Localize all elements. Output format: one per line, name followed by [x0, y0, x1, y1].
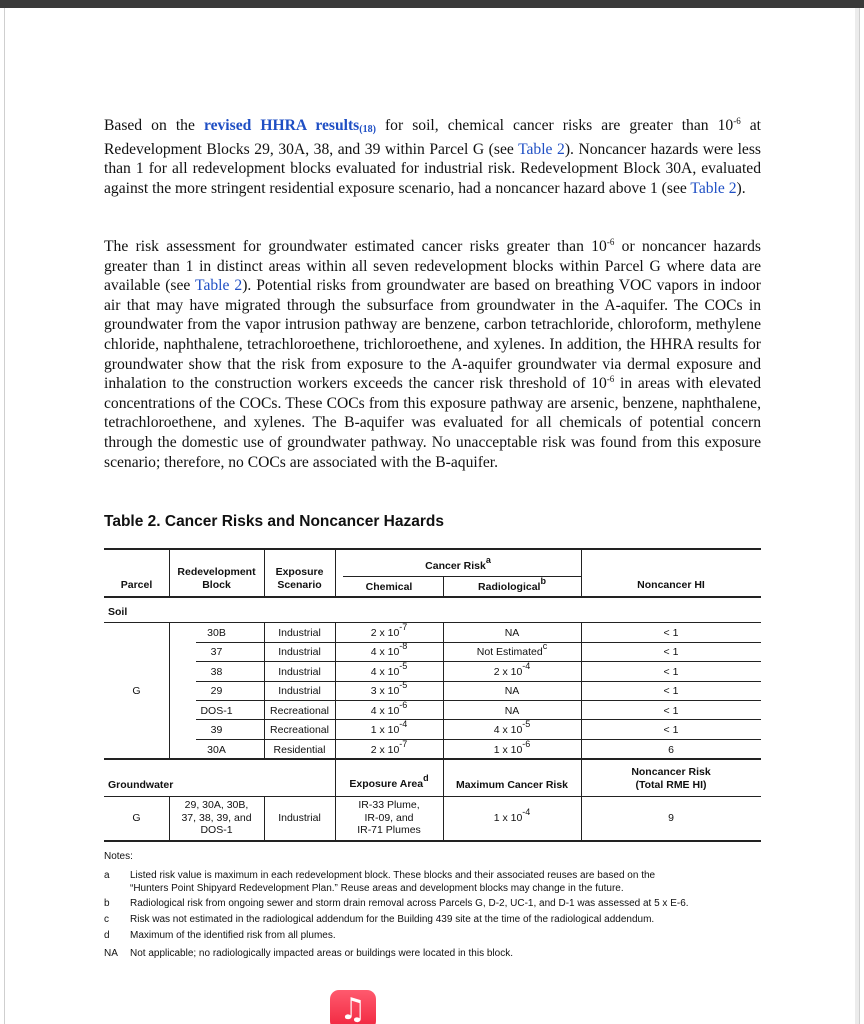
groundwater-section-label: Groundwater	[108, 779, 174, 791]
soil-block	[169, 744, 264, 757]
cell-value: 37	[210, 646, 223, 658]
cell-value: Recreational	[270, 705, 329, 717]
soil-radiological-risk	[443, 641, 581, 659]
cell-value: 4 x 10	[370, 666, 400, 678]
note-item	[104, 948, 764, 960]
table-rule	[104, 622, 761, 623]
table-rule	[196, 739, 761, 740]
exponent: -6	[606, 374, 615, 385]
cell-line: IR-09, and	[364, 811, 414, 824]
soil-chemical-risk	[335, 700, 443, 718]
cell-value: 29	[210, 685, 223, 697]
soil-noncancer-hi	[581, 724, 761, 737]
header-exposure-area	[335, 773, 443, 791]
cell-line: IR-71 Plumes	[357, 824, 421, 836]
soil-block	[169, 627, 264, 640]
soil-section-label: Soil	[108, 606, 128, 618]
exponent: -7	[399, 739, 408, 749]
cell-value: Industrial	[278, 627, 321, 639]
cell-value: 1 x 10	[370, 724, 400, 736]
soil-chemical-risk	[335, 661, 443, 679]
soil-scenario	[264, 666, 335, 679]
music-note-icon[interactable]: ♫	[330, 990, 376, 1024]
header-noncancer-risk	[581, 766, 761, 791]
cell-value: 30A	[207, 744, 226, 756]
header-chemical: Chemical	[365, 581, 413, 593]
soil-noncancer-hi	[581, 646, 761, 659]
cell-line: IR-33 Plume,	[358, 799, 420, 811]
soil-radiological-risk	[443, 705, 581, 718]
cell-value: 2 x 10	[370, 744, 400, 756]
exponent: -6	[522, 739, 531, 749]
soil-noncancer-hi	[581, 627, 761, 640]
table-rule	[196, 642, 761, 643]
gw-blocks	[169, 799, 264, 837]
header-line: Exposure	[275, 566, 324, 578]
cell-value: 1 x 10	[493, 744, 523, 756]
note-text: Risk was not estimated in the radiological addendum for the Building 439 site at the time of the radiological addendum.	[130, 914, 655, 925]
exponent: -4	[399, 719, 408, 729]
table-rule	[104, 596, 761, 598]
cell-value: < 1	[663, 646, 679, 658]
header-scenario	[264, 566, 335, 591]
soil-scenario	[264, 685, 335, 698]
cell-value: < 1	[663, 685, 679, 697]
cell-value: NA	[504, 705, 520, 717]
table-rule	[196, 719, 761, 720]
cell-value: NA	[504, 685, 520, 697]
cell-value: NA	[504, 627, 520, 639]
note-key: b	[104, 898, 110, 909]
header-parcel: Parcel	[120, 579, 153, 591]
cell-value: 4 x 10	[493, 724, 523, 736]
value: 1 x 10	[493, 812, 523, 824]
header-text: Cancer Risk	[425, 560, 486, 572]
table-rule	[104, 840, 761, 842]
cell-value: Industrial	[278, 685, 321, 697]
header-line: (Total RME HI)	[635, 778, 707, 791]
table-rule	[196, 681, 761, 682]
cell-value: Recreational	[270, 724, 329, 736]
header-noncancer: Noncancer HI	[637, 579, 705, 591]
exponent: -5	[399, 680, 408, 690]
cell-value: DOS-1	[200, 705, 233, 717]
text: ).	[736, 179, 746, 197]
notes-heading: Notes:	[104, 851, 133, 862]
exponent: -6	[606, 237, 615, 247]
cell-value: 2 x 10	[370, 627, 400, 639]
header-line: Scenario	[277, 578, 322, 591]
text: in areas with elevated concentrations of the COCs. These COCs from this exposure pathway are arsenic, benzene, naphthalene, tetrachloroethene, and xylenes. The B-aquifer was evaluated for all chemicals of potential concern through the domestic use of groundwater pathway. No unacceptable risk was found from this exposure scenario; therefore, no COCs are associated with the B-aquifer.	[104, 375, 761, 471]
note-text: Listed risk value is maximum in each redevelopment block. These blocks and their associated reuses are based on the	[130, 870, 656, 881]
soil-scenario	[264, 627, 335, 640]
gw-scenario: Industrial	[278, 812, 321, 824]
soil-block	[169, 646, 264, 659]
gw-max-risk	[443, 807, 581, 825]
soil-radiological-risk	[443, 627, 581, 640]
soil-radiological-risk	[443, 661, 581, 679]
exponent: -8	[399, 641, 408, 651]
note-item	[104, 898, 764, 910]
soil-block	[169, 705, 264, 718]
note-item	[104, 930, 764, 942]
text: or noncancer hazards greater than 1 in distinct areas within all seven redevelopment blocks within Parcel G where data are available (see	[104, 238, 761, 295]
soil-noncancer-hi	[581, 744, 761, 757]
header-line: Block	[202, 578, 231, 591]
soil-chemical-risk	[335, 622, 443, 640]
footnote-marker: a	[485, 555, 491, 565]
cell-value: 4 x 10	[370, 646, 400, 658]
soil-scenario	[264, 724, 335, 737]
soil-chemical-risk	[335, 739, 443, 757]
exponent: -6	[399, 700, 408, 710]
revised-hhra-results-link[interactable]: revised HHRA results	[203, 117, 360, 134]
exponent: -4	[522, 661, 531, 671]
cell-value: Industrial	[278, 666, 321, 678]
soil-radiological-risk	[443, 719, 581, 737]
soil-block	[169, 724, 264, 737]
soil-chemical-risk	[335, 719, 443, 737]
soil-block	[169, 666, 264, 679]
header-text: Exposure Area	[349, 778, 424, 790]
note-key: a	[104, 870, 110, 881]
gw-parcel: G	[132, 812, 141, 824]
table-rule	[104, 758, 761, 760]
table-rule	[104, 548, 761, 550]
header-max-cancer-risk: Maximum Cancer Risk	[455, 779, 569, 791]
exponent: c	[542, 641, 548, 651]
text: ). Noncancer hazards were less than 1 for all redevelopment blocks evaluated for industrial risk. Redevelopment Block 30A, evaluated against the more stringent residential exposure scenario, had a noncancer hazard above 1 (see	[104, 140, 761, 197]
header-radiological	[443, 576, 581, 594]
text: The risk assessment for groundwater estimated cancer risks greater than 10	[104, 238, 607, 255]
exponent: -5	[522, 719, 531, 729]
text: Based on the	[104, 117, 204, 134]
soil-radiological-risk	[443, 739, 581, 757]
table-2-link[interactable]: Table 2	[690, 179, 737, 197]
exponent: -5	[399, 661, 408, 671]
footnote-marker: d	[423, 773, 429, 783]
footnote-marker: b	[540, 576, 546, 586]
cell-value: 2 x 10	[493, 666, 523, 678]
reference-number[interactable]: (18)	[359, 124, 376, 135]
table-2-link[interactable]: Table 2	[518, 140, 565, 158]
exponent: -6	[733, 116, 741, 126]
header-line: Noncancer Risk	[631, 766, 711, 778]
cell-value: 3 x 10	[370, 685, 400, 697]
table-rule	[104, 796, 761, 797]
note-text: Not applicable; no radiologically impacted areas or buildings were located in this block.	[130, 948, 513, 959]
soil-chemical-risk	[335, 680, 443, 698]
table-rule	[443, 759, 444, 841]
header-cancer-risk	[335, 555, 581, 573]
cell-value: Not Estimated	[476, 646, 543, 658]
note-text: “Hunters Point Shipyard Redevelopment Plan.” Reuse areas and development blocks may change in the future.	[130, 883, 624, 894]
gw-exposure-area	[335, 799, 443, 837]
cell-value: 6	[668, 744, 674, 756]
header-block	[169, 566, 264, 591]
table-title: Table 2. Cancer Risks and Noncancer Hazards	[104, 513, 444, 530]
soil-parcel: G	[132, 685, 141, 697]
soil-noncancer-hi	[581, 666, 761, 679]
note-item	[104, 883, 764, 895]
soil-scenario	[264, 646, 335, 659]
exponent: -4	[522, 807, 531, 817]
cell-line: 29, 30A, 30B,	[184, 799, 249, 811]
cell-value: 30B	[207, 627, 226, 639]
note-key: NA	[104, 948, 118, 959]
text: ). Potential risks from groundwater are based on breathing VOC vapors in indoor air that may have migrated through the subsurface from groundwater in the A-aquifer. The COCs in groundwater from the vapor intrusion pathway are benzene, carbon tetrachloride, chloroform, methylene chloride, naphthalene, tetrachloroethene, trichloroethene, and xylenes. In addition, the HHRA results for groundwater show that the risk from exposure to the A-aquifer groundwater via dermal exposure and inhalation to the construction workers exceeds the cancer risk threshold of 10	[104, 277, 761, 393]
gw-noncancer: 9	[668, 812, 674, 824]
exponent: -7	[399, 622, 408, 632]
cell-value: 38	[210, 666, 223, 678]
soil-scenario	[264, 744, 335, 757]
cell-value: Residential	[273, 744, 326, 756]
soil-chemical-risk	[335, 641, 443, 659]
soil-scenario	[264, 705, 335, 718]
note-item	[104, 914, 764, 926]
cell-value: < 1	[663, 666, 679, 678]
soil-block	[169, 685, 264, 698]
header-text: Radiological	[478, 581, 541, 593]
cell-line: 37, 38, 39, and	[181, 811, 252, 824]
table-rule	[196, 700, 761, 701]
soil-noncancer-hi	[581, 685, 761, 698]
note-text: Maximum of the identified risk from all plumes.	[130, 930, 336, 941]
cell-line: DOS-1	[200, 824, 233, 836]
header-line: Redevelopment	[177, 566, 256, 578]
soil-radiological-risk	[443, 685, 581, 698]
note-key: d	[104, 930, 110, 941]
cell-value: < 1	[663, 724, 679, 736]
cell-value: 4 x 10	[370, 705, 400, 717]
cell-value: Industrial	[278, 646, 321, 658]
note-text: Radiological risk from ongoing sewer and storm drain removal across Parcels G, D-2, UC-1, and D-1 was assessed at 5 x E-6.	[130, 898, 689, 909]
note-key: c	[104, 914, 109, 925]
cell-value: 39	[210, 724, 223, 736]
text: at Redevelopment Blocks 29, 30A, 38, and 39 within Parcel G (see	[104, 117, 762, 158]
text: for soil, chemical cancer risks are greater than 10	[375, 117, 734, 134]
table-rule	[196, 661, 761, 662]
soil-noncancer-hi	[581, 705, 761, 718]
cell-value: < 1	[663, 705, 679, 717]
cell-value: < 1	[663, 627, 679, 639]
table-2-link[interactable]: Table 2	[195, 277, 243, 295]
note-item	[104, 870, 764, 882]
